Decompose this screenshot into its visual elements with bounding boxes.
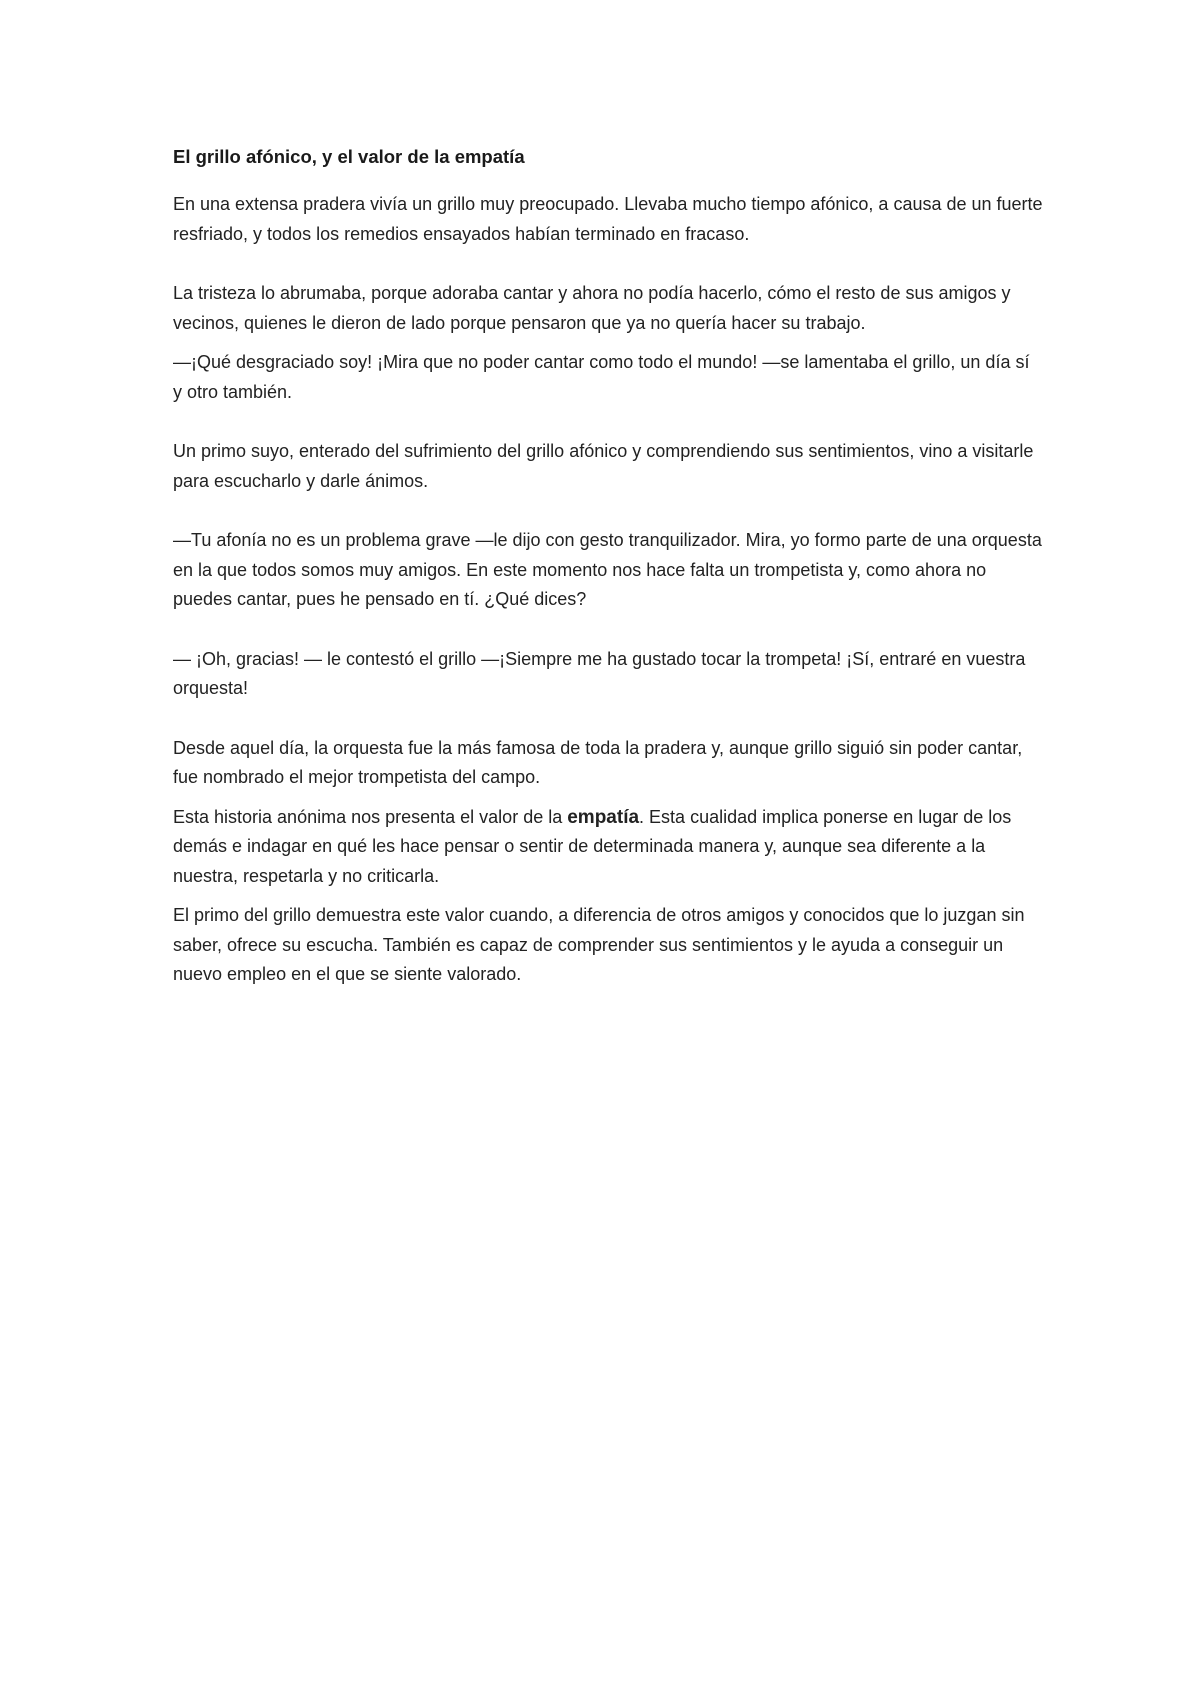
document-title: El grillo afónico, y el valor de la empatía bbox=[173, 146, 525, 167]
paragraph-8-text-before: Esta historia anónima nos presenta el valor de la bbox=[173, 806, 568, 827]
paragraph-4: Un primo suyo, enterado del sufrimiento del grillo afónico y comprendiendo sus sentimientos, vino a visitarle para escucharlo y darle ánimos. bbox=[173, 441, 1034, 491]
paragraph-2: La tristeza lo abrumaba, porque adoraba cantar y ahora no podía hacerlo, cómo el resto de sus amigos y vecinos, quienes le dieron de lado porque pensaron que ya no quería hacer su trabajo. bbox=[173, 283, 1011, 333]
paragraph-6: — ¡Oh, gracias! — le contestó el grillo —¡Siempre me ha gustado tocar la trompeta! ¡Sí, entraré en vuestra orquesta! bbox=[173, 648, 1026, 698]
paragraph-3: —¡Qué desgraciado soy! ¡Mira que no poder cantar como todo el mundo! —se lamentaba el grillo, un día sí y otro también. bbox=[173, 352, 1030, 402]
paragraph-1: En una extensa pradera vivía un grillo muy preocupado. Llevaba mucho tiempo afónico, a causa de un fuerte resfriado, y todos los remedios ensayados habían terminado en fracaso. bbox=[173, 194, 1043, 244]
paragraph-9: El primo del grillo demuestra este valor cuando, a diferencia de otros amigos y conocidos que lo juzgan sin saber, ofrece su escucha. También es capaz de comprender sus sentimientos y le ayuda a conseguir un nuevo empleo en el que se siente valorado. bbox=[173, 905, 1025, 984]
emphasis-word: empatía bbox=[567, 806, 640, 828]
paragraph-5: —Tu afonía no es un problema grave —le dijo con gesto tranquilizador. Mira, yo formo parte de una orquesta en la que todos somos muy amigos. En este momento nos hace falta un trompetista y, como ahora no puedes cantar, pues he pensado en tí. ¿Qué dices? bbox=[173, 530, 1042, 609]
paragraph-7: Desde aquel día, la orquesta fue la más famosa de toda la pradera y, aunque grillo siguió sin poder cantar, fue nombrado el mejor trompetista del campo. bbox=[173, 737, 1023, 787]
paragraph-8-text-after: . Esta cualidad implica ponerse en lugar de los demás e indagar en qué les hace pensar o sentir de determinada manera y, aunque sea diferente a la nuestra, respetarla y no criticarla. bbox=[173, 806, 1012, 886]
paragraph-8 bbox=[173, 803, 1043, 892]
document-body bbox=[173, 142, 1043, 990]
